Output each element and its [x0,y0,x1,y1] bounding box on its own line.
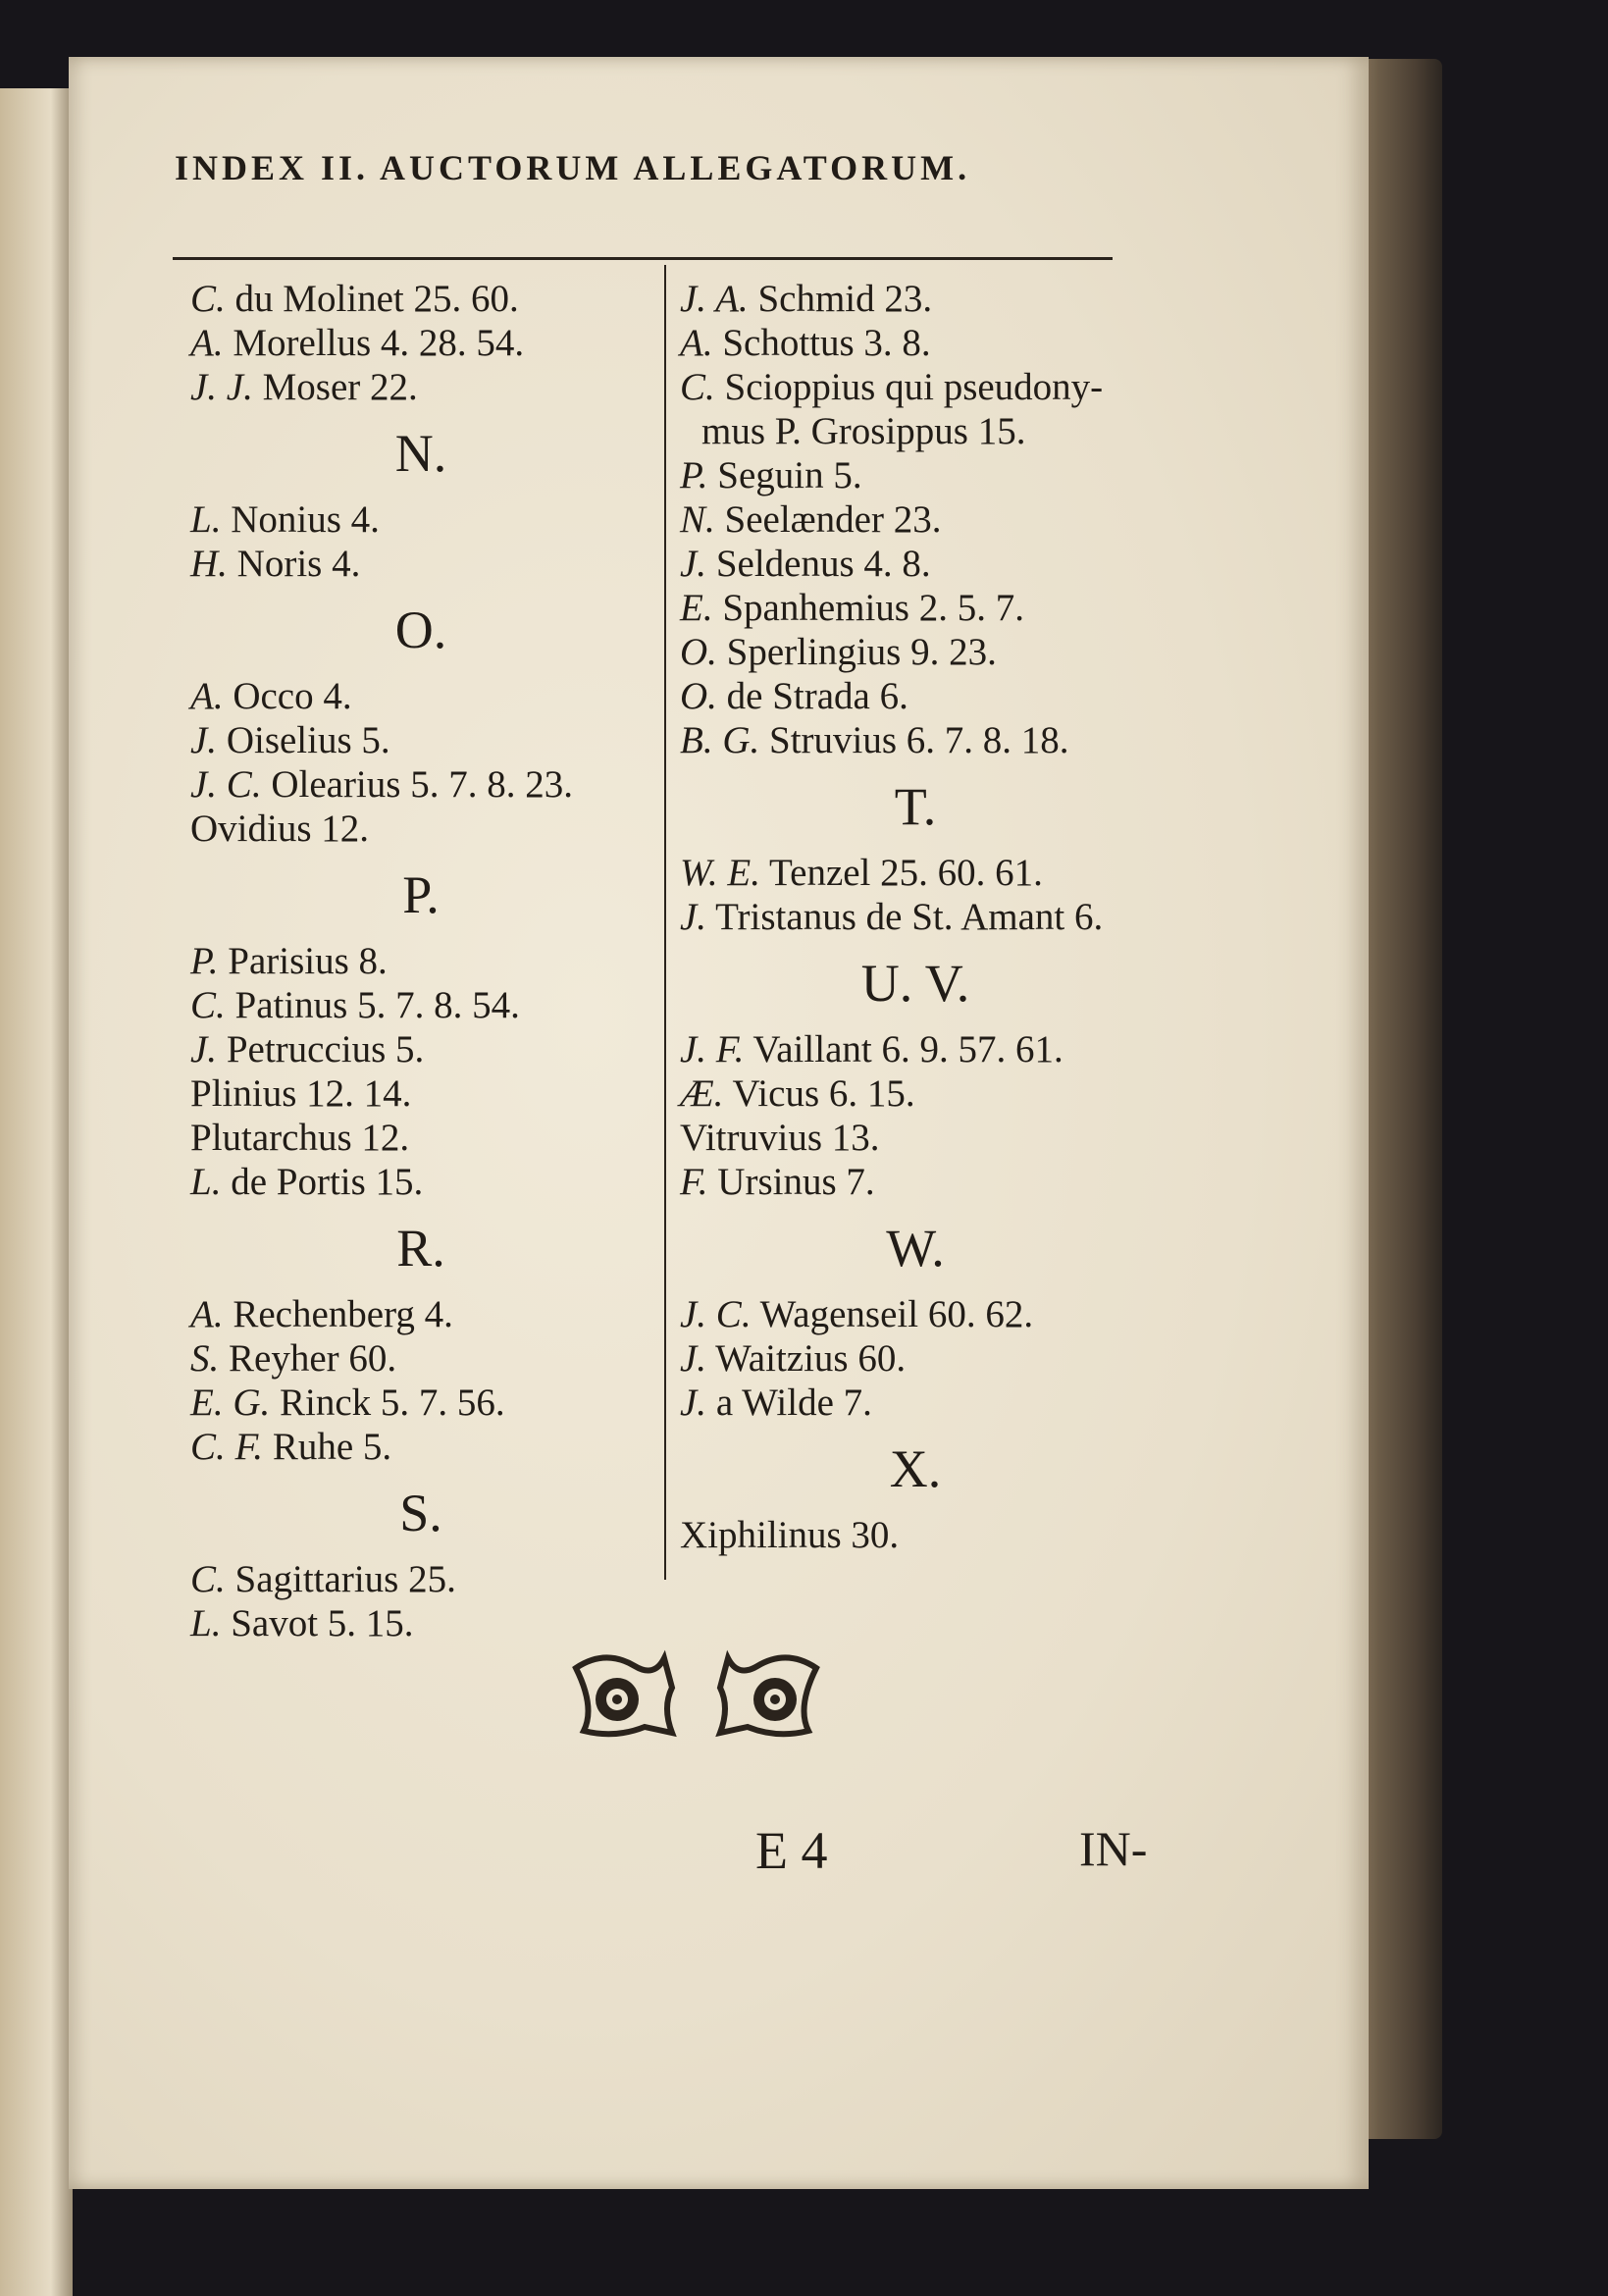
index-entry [190,497,651,542]
entry-text: de Strada 6. [726,675,908,717]
entry-initials: J. F. [680,1028,745,1070]
section-letter: X. [889,1439,942,1498]
entry-text: Plutarchus 12. [190,1117,410,1159]
index-entry [680,1160,1151,1204]
index-entry [190,542,651,586]
entry-text: Savot 5. 15. [231,1602,414,1644]
index-entry [190,674,651,718]
entry-text: Olearius 5. 7. 8. 23. [271,763,573,806]
entry-initials: J. A. [680,278,749,320]
index-entry [190,983,651,1027]
entry-initials: J. [190,719,218,761]
entry-initials: A. [190,1293,224,1335]
section-letter: O. [394,600,447,659]
entry-initials: C. [190,984,226,1026]
index-entry [190,807,651,851]
entry-initials: E. G. [190,1382,271,1424]
entry-text: Waitzius 60. [715,1337,907,1380]
entry-text: Scioppius qui pseudony- [724,366,1104,408]
index-entry [190,718,651,762]
entry-text: Oiselius 5. [226,719,390,761]
index-entry [680,497,1151,542]
entry-initials: W. E. [680,852,760,894]
section-letter: R. [396,1219,445,1278]
index-entry [680,851,1151,895]
entry-text: Wagenseil 60. 62. [759,1293,1034,1335]
entry-text: Sperlingius 9. 23. [726,631,997,673]
index-entry [680,277,1151,321]
entry-text: Reyher 60. [229,1337,397,1380]
entry-initials: Æ. [680,1072,724,1115]
entry-initials: A. [680,322,713,364]
entry-text: Seelænder 23. [724,498,942,541]
entry-initials: N. [680,498,715,541]
entry-initials: C. [190,1558,226,1600]
catchword: IN- [1079,1821,1148,1876]
index-entry [680,630,1151,674]
entry-initials: P. [190,940,219,982]
entry-initials: S. [190,1337,220,1380]
entry-text: du Molinet 25. 60. [234,278,519,320]
entry-text: Occo 4. [233,675,352,717]
index-entry [680,586,1151,630]
entry-text: Spanhemius 2. 5. 7. [722,587,1024,629]
entry-initials: J. C. [190,763,262,806]
index-entry [190,1027,651,1071]
section-letter: T. [894,777,937,836]
entry-text: Patinus 5. 7. 8. 54. [234,984,520,1026]
entry-initials: J. [680,1337,707,1380]
index-entry [680,1027,1151,1071]
entry-text: Seguin 5. [717,454,862,496]
entry-initials: B. G. [680,719,760,761]
index-entry [190,1336,651,1381]
index-entry [190,1071,651,1116]
signature-mark: E 4 [755,1821,828,1880]
entry-initials: L. [190,498,222,541]
entry-initials: H. [190,543,228,585]
entry-text: Xiphilinus 30. [680,1514,900,1556]
entry-initials: O. [680,675,717,717]
section-letter: S. [399,1484,442,1542]
entry-initials: A. [190,322,224,364]
entry-text: Petruccius 5. [226,1028,425,1070]
entry-initials: L. [190,1161,222,1203]
entry-initials: E. [680,587,713,629]
entry-text: Noris 4. [236,543,361,585]
entry-text: Morellus 4. 28. 54. [233,322,525,364]
entry-initials: J. [190,1028,218,1070]
entry-text: Moser 22. [262,366,418,408]
index-entry [680,674,1151,718]
index-column-right [680,277,1151,1557]
entry-initials: C. [680,366,715,408]
index-entry [190,321,651,365]
entry-text: Rinck 5. 7. 56. [280,1382,505,1424]
entry-text: Schottus 3. 8. [722,322,931,364]
entry-initials: O. [680,631,717,673]
index-entry [680,542,1151,586]
entry-initials: J. [680,543,707,585]
head-rule [173,257,1113,260]
entry-text: Sagittarius 25. [234,1558,456,1600]
entry-initials: J. C. [680,1293,752,1335]
entry-initials: J. [680,1382,707,1424]
entry-initials: A. [190,675,224,717]
section-letter: W. [886,1219,945,1278]
entry-text: Seldenus 4. 8. [715,543,931,585]
entry-initials: P. [680,454,708,496]
printers-ornament [566,1648,826,1742]
entry-text: mus P. Grosippus 15. [701,410,1026,452]
index-entry [190,1425,651,1469]
index-entry [190,1381,651,1425]
entry-text: Parisius 8. [228,940,388,982]
running-head: INDEX II. AUCTORUM ALLEGATORUM. [175,148,971,187]
section-letter: N. [394,424,447,483]
entry-text: Vaillant 6. 9. 57. 61. [752,1028,1063,1070]
entry-text: Vicus 6. 15. [732,1072,915,1115]
index-entry [190,939,651,983]
entry-text: de Portis 15. [231,1161,424,1203]
entry-initials: C. F. [190,1426,264,1468]
entry-text: Ursinus 7. [717,1161,875,1203]
entry-text: Struvius 6. 7. 8. 18. [769,719,1069,761]
entry-text: Ovidius 12. [190,808,370,850]
entry-text: Rechenberg 4. [233,1293,453,1335]
entry-text: Tenzel 25. 60. 61. [769,852,1043,894]
index-entry-continuation [680,409,1151,453]
index-entry [680,1513,1151,1557]
index-entry [190,1116,651,1160]
entry-text: Ruhe 5. [272,1426,392,1468]
index-entry [680,321,1151,365]
index-entry [190,1160,651,1204]
index-entry [680,453,1151,497]
index-entry [190,365,651,409]
index-entry [190,1557,651,1601]
entry-text: Tristanus de St. Amant 6. [715,896,1104,938]
section-letter: P. [402,865,440,924]
index-entry [680,1336,1151,1381]
entry-initials: L. [190,1602,222,1644]
left-page-edge [0,88,73,2296]
section-letter: U. V. [860,954,970,1013]
index-entry [680,365,1151,409]
index-entry [190,762,651,807]
entry-text: Schmid 23. [757,278,933,320]
index-entry [680,718,1151,762]
entry-text: Vitruvius 13. [680,1117,880,1159]
entry-initials: F. [680,1161,708,1203]
index-entry [680,895,1151,939]
column-rule [664,265,666,1580]
index-entry [680,1116,1151,1160]
index-entry [190,1292,651,1336]
index-entry [190,1601,651,1645]
entry-text: a Wilde 7. [715,1382,872,1424]
entry-initials: J. J. [190,366,253,408]
entry-initials: C. [190,278,226,320]
index-entry [680,1381,1151,1425]
index-entry [680,1071,1151,1116]
entry-text: Nonius 4. [231,498,380,541]
index-entry [680,1292,1151,1336]
index-column-left [190,277,651,1645]
index-entry [190,277,651,321]
entry-text: Plinius 12. 14. [190,1072,412,1115]
entry-initials: J. [680,896,707,938]
